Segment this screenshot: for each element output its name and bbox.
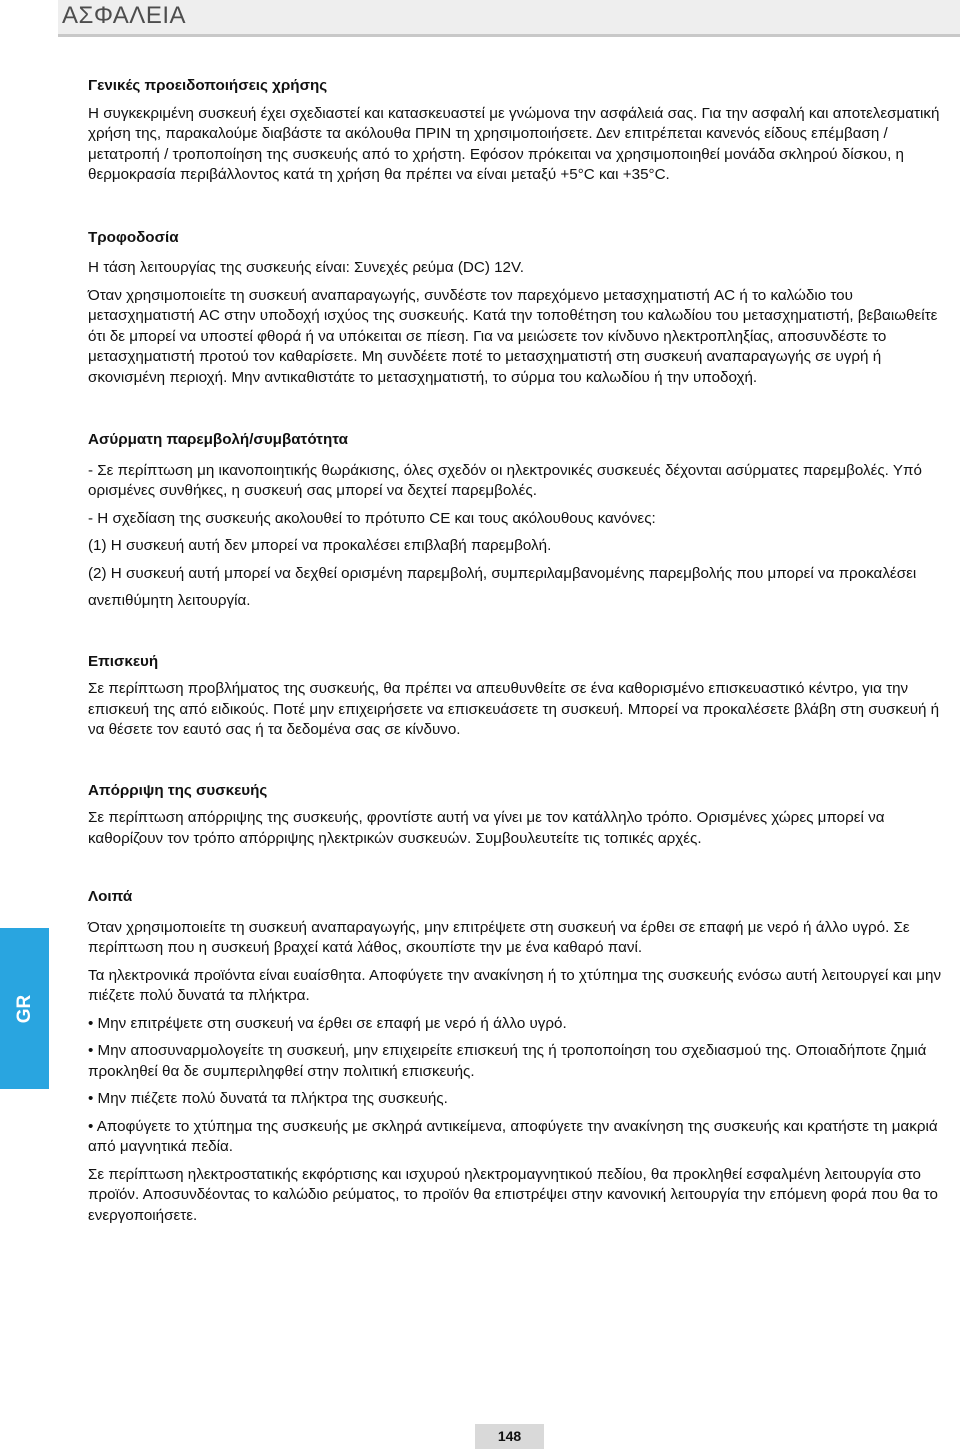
paragraph: (1) Η συσκευή αυτή δεν μπορεί να προκαλέσει επιβλαβή παρεμβολή. bbox=[88, 537, 552, 554]
paragraph: Όταν χρησιμοποιείτε τη συσκευή αναπαραγωγής, συνδέστε τον παρεχόμενο μετασχηματιστή AC ή το καλώδιο του μετασχηματιστή AC στην υποδοχή ισχύος της συσκευής. Κατά την τοποθέτηση του καλωδίου του μετασχηματιστή, βεβαιωθείτε ότι δε μπορεί να υποστεί φθορά ή να υπόκειται σε πίεση. Για να μειώσετε τον κίνδυνο ηλεκτροπληξίας, αποσυνδέστε το μετασχηματιστή προτού τον καθαρίσετε. Μη συνδέετε ποτέ το μετασχηματιστή στη συσκευή αναπαραγωγής σε υγρή ή σκονισμένη περιοχή. Μην αντικαθιστάτε το μετασχηματιστή, το σύρμα του καλωδίου ή την υποδοχή. bbox=[88, 286, 938, 386]
paragraph: Τα ηλεκτρονικά προϊόντα είναι ευαίσθητα. Αποφύγετε την ανακίνηση ή το χτύπημα της συσκευής ενόσω αυτή λειτουργεί και μην πιέζετε πολύ δυνατά τα πλήκτρα. bbox=[88, 966, 942, 1004]
bullet-item: • Μην αποσυναρμολογείτε τη συσκευή, μην επιχειρείτε επισκευή της ή τροποποίηση του σχεδιασμού της. Οποιαδήποτε ζημιά προκληθεί θα δε συμπεριληφθεί στην πολιτική επισκευής. bbox=[88, 1042, 927, 1080]
language-tab-label: GR bbox=[13, 994, 35, 1023]
bullet-item: • Μην επιτρέψετε στη συσκευή να έρθει σε επαφή με νερό ή άλλο υγρό. bbox=[88, 1014, 567, 1032]
language-tab bbox=[0, 928, 49, 1089]
section-other bbox=[88, 887, 954, 1226]
paragraph: (2) Η συσκευή αυτή μπορεί να δεχθεί ορισμένη παρεμβολή, συμπεριλαμβανομένης παρεμβολής που μπορεί να προκαλέσει bbox=[88, 564, 917, 582]
paragraph: - Η σχεδίαση της συσκευής ακολουθεί το πρότυπο CE και τους ακόλουθους κανόνες: bbox=[88, 509, 656, 527]
page-title: ΑΣΦΑΛΕΙΑ bbox=[62, 2, 187, 29]
bullet-item: • Αποφύγετε το χτύπημα της συσκευής με σκληρά αντικείμενα, αποφύγετε την ανακίνηση της συσκευής και κρατήστε τη μακριά από μαγνητικά πεδία. bbox=[88, 1117, 938, 1155]
bullet-item: • Μην πιέζετε πολύ δυνατά τα πλήκτρα της συσκευής. bbox=[88, 1090, 448, 1107]
paragraph: Σε περίπτωση προβλήματος της συσκευής, θα πρέπει να απευθυνθείτε σε ένα καθορισμένο επισκευαστικό κέντρο, για την επισκευή της από ειδικούς. Ποτέ μην επιχειρήσετε να επισκευάσετε τη συσκευή. Μπορεί να προκαλέσετε βλάβη στη συσκευή ή να θέσετε τον εαυτό σας ή τα δεδομένα σας σε κίνδυνο. bbox=[88, 680, 940, 738]
section-disposal bbox=[88, 781, 954, 850]
paragraph: Σε περίπτωση απόρριψης της συσκευής, φροντίστε αυτή να γίνει με τον κατάλληλο τρόπο. Ορισμένες χώρες μπορεί να καθορίζουν τον τρόπο απόρριψης ηλεκτρικών συσκευών. Συμβουλευτείτε τις τοπικές αρχές. bbox=[88, 809, 885, 847]
paragraph: Η συγκεκριμένη συσκευή έχει σχεδιαστεί και κατασκευαστεί με γνώμονα την ασφάλειά σας. Για την ασφαλή και αποτελεσματική χρήση της, παρακαλούμε διαβάστε τα ακόλουθα ΠΡΙΝ τη χρησιμοποιήσετε. Δεν επιτρέπεται κανενός είδους επέμβαση / μετατροπή / τροποποίηση της συσκευής από το χρήστη. Εφόσον πρόκειται να χρησιμοποιηθεί μονάδα σκληρού δίσκου, η θερμοκρασία περιβάλλοντος κατά τη χρήση θα πρέπει να είναι μεταξύ +5°C και +35°C. bbox=[88, 104, 940, 183]
paragraph: Η τάση λειτουργίας της συσκευής είναι: Συνεχές ρεύμα (DC) 12V. bbox=[88, 259, 524, 276]
section-repair bbox=[88, 652, 954, 741]
paragraph: - Σε περίπτωση μη ικανοποιητικής θωράκισης, όλες σχεδόν οι ηλεκτρονικές συσκευές δέχονται ασύρματες παρεμβολές. Υπό ορισμένες συνθήκες, η συσκευή σας μπορεί να δεχτεί παρεμβολές. bbox=[88, 461, 922, 499]
section-title: Λοιπά bbox=[88, 888, 133, 905]
paragraph: Όταν χρησιμοποιείτε τη συσκευή αναπαραγωγής, μην επιτρέψετε στη συσκευή να έρθει σε επαφή με νερό ή άλλο υγρό. Σε περίπτωση που η συσκευή βραχεί κατά λάθος, σκουπίστε την με ένα καθαρό πανί. bbox=[88, 918, 910, 956]
section-wireless-interference bbox=[88, 430, 954, 612]
section-title: Απόρριψη της συσκευής bbox=[88, 781, 268, 799]
section-general-warnings bbox=[88, 76, 954, 186]
header-bar bbox=[58, 0, 960, 37]
paragraph: ανεπιθύμητη λειτουργία. bbox=[88, 592, 251, 609]
section-title: Ασύρματη παρεμβολή/συμβατότητα bbox=[88, 431, 348, 448]
section-title: Τροφοδοσία bbox=[88, 228, 179, 246]
content-area bbox=[88, 76, 954, 1226]
section-power-supply bbox=[88, 228, 954, 389]
section-title: Επισκευή bbox=[88, 652, 159, 670]
page-number: 148 bbox=[475, 1424, 544, 1449]
paragraph: Σε περίπτωση ηλεκτροστατικής εκφόρτισης και ισχυρού ηλεκτρομαγνητικού πεδίου, θα προκληθεί εσφαλμένη λειτουργία στο προϊόν. Αποσυνδέοντας το καλώδιο ρεύματος, το προϊόν θα επιστρέψει στην κανονική λειτουργία την επόμενη φορά που θα το ενεργοποιήσετε. bbox=[88, 1165, 938, 1224]
section-title: Γενικές προειδοποιήσεις χρήσης bbox=[88, 77, 328, 94]
